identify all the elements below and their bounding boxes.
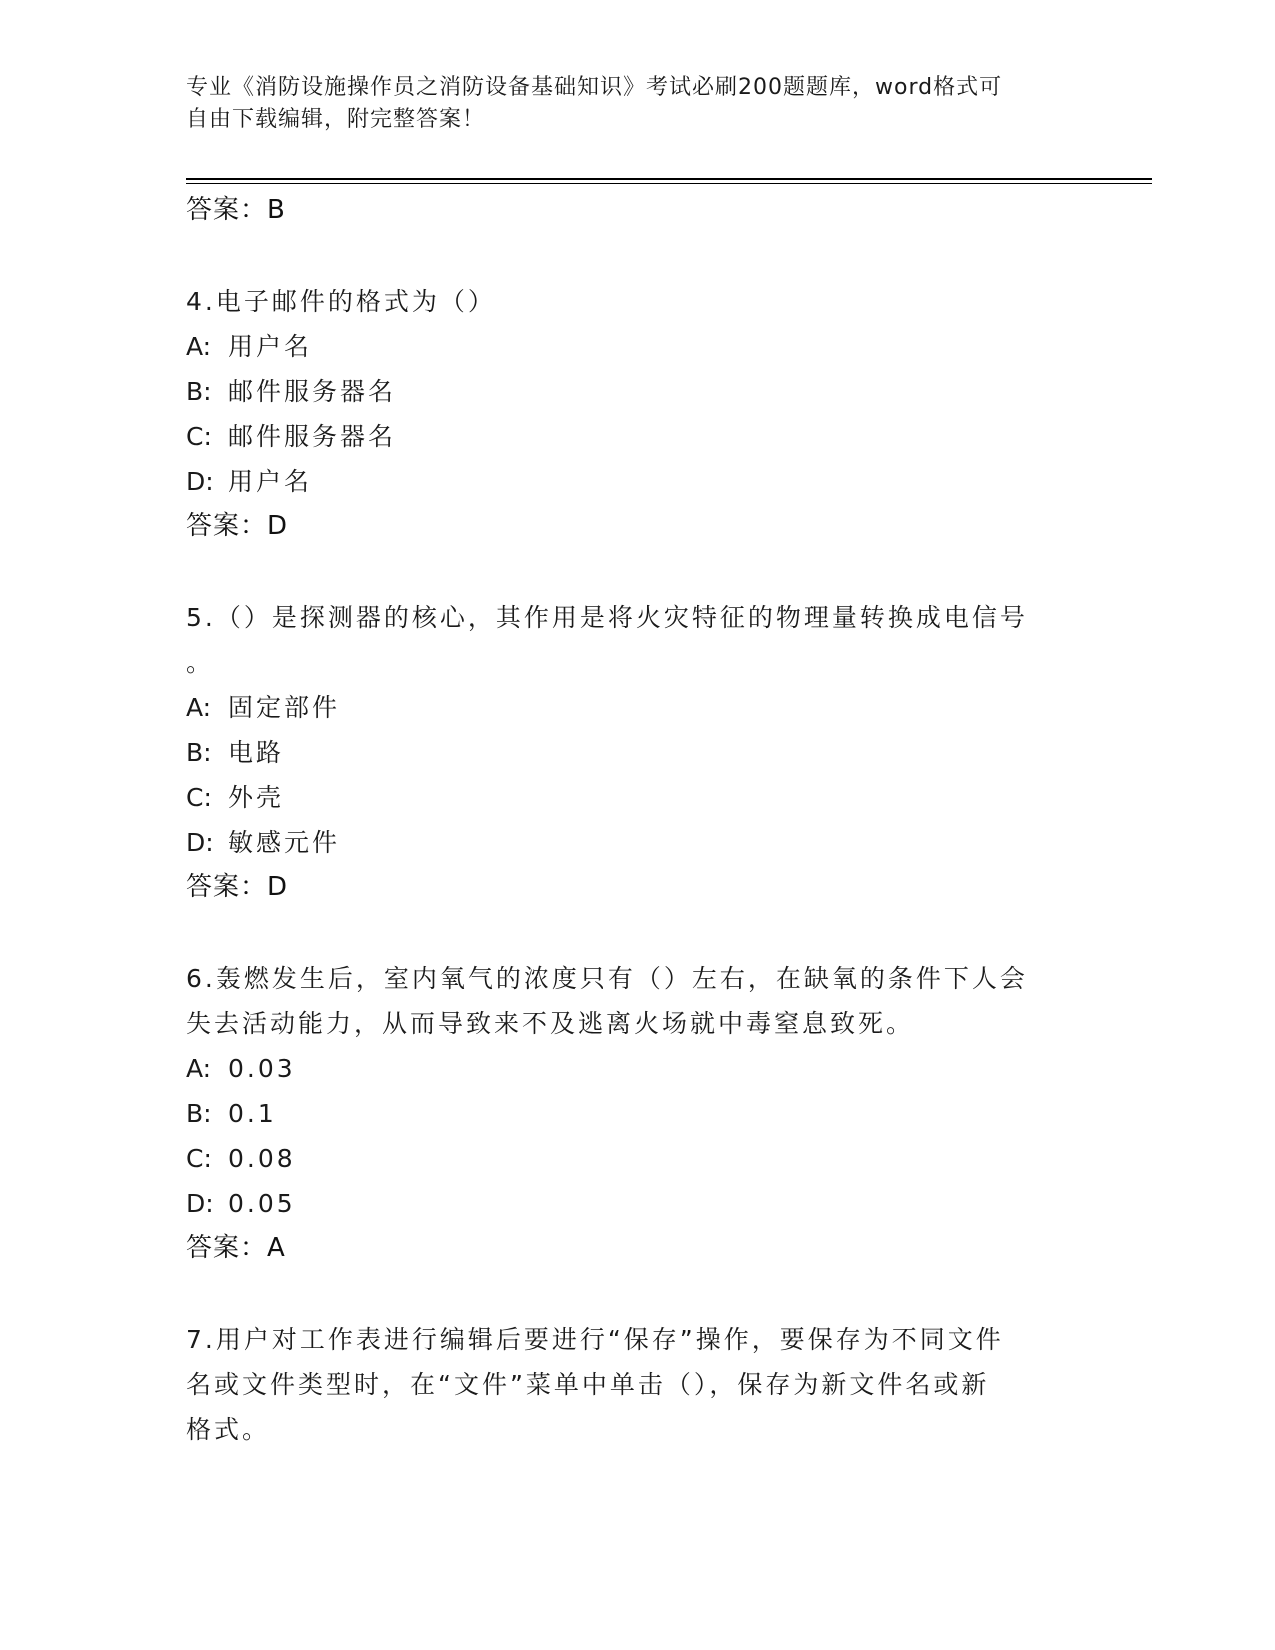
option-d [186,459,1066,504]
spacer [186,549,1066,595]
question-text: 失去活动能力，从而导致来不及逃离火场就中毒窒息致死。 [186,1009,915,1038]
header-rule-thick [186,178,1152,180]
option-text: 0.08 [228,1144,296,1173]
question-text: 4.电子邮件的格式为（） [186,287,496,316]
question-block [186,1317,1066,1452]
option-letter: B: [186,738,212,767]
option-c [186,1136,1066,1181]
option-b [186,369,1066,414]
question-list [186,188,1066,1452]
option-b [186,1091,1066,1136]
option-letter: B: [186,377,212,406]
option-a [186,685,1066,730]
question-text: 7.用户对工作表进行编辑后要进行“保存”操作，要保存为不同文件 [186,1325,1004,1354]
question-text: 6.轰燃发生后，室内氧气的浓度只有（）左右，在缺氧的条件下人会 [186,964,1028,993]
answer-line: 答案：D [186,872,289,902]
option-a [186,1046,1066,1091]
header-rule-thin [186,183,1152,184]
option-letter: A: [186,693,212,722]
option-letter: A: [186,332,212,361]
question-block [186,279,1066,549]
option-d [186,1181,1066,1226]
header-line-1: 专业《消防设施操作员之消防设备基础知识》考试必刷200题题库，word格式可 [186,75,1003,100]
option-text: 外壳 [228,783,285,812]
option-letter: C: [186,1144,212,1173]
spacer [186,233,1066,279]
answer-line: 答案：A [186,1233,286,1263]
question-text: 5.（）是探测器的核心，其作用是将火灾特征的物理量转换成电信号 [186,603,1028,632]
document-header [186,72,1066,136]
header-line-2: 自由下载编辑，附完整答案！ [186,107,486,132]
question-block [186,595,1066,910]
option-a [186,324,1066,369]
option-c [186,414,1066,459]
option-text: 电路 [228,738,285,767]
option-letter: A: [186,1054,212,1083]
option-letter: B: [186,1099,212,1128]
spacer [186,910,1066,956]
option-text: 0.03 [228,1054,296,1083]
option-text: 0.1 [228,1099,277,1128]
option-letter: D: [186,1189,214,1218]
option-c [186,775,1066,820]
option-text: 敏感元件 [228,828,341,857]
question-text: 名或文件类型时，在“文件”菜单中单击（），保存为新文件名或新 [186,1370,990,1399]
question-text: 。 [186,648,215,677]
option-text: 邮件服务器名 [228,422,397,451]
option-letter: C: [186,783,212,812]
option-letter: C: [186,422,212,451]
option-text: 邮件服务器名 [228,377,397,406]
spacer [186,1271,1066,1317]
option-letter: D: [186,467,214,496]
option-text: 用户名 [228,467,313,496]
answer-line: 答案：D [186,511,289,541]
option-letter: D: [186,828,214,857]
option-d [186,820,1066,865]
answer-line: 答案：B [186,195,286,225]
question-text: 格式。 [186,1415,271,1444]
option-text: 固定部件 [228,693,341,722]
option-text: 0.05 [228,1189,296,1218]
question-block [186,956,1066,1271]
option-text: 用户名 [228,332,313,361]
option-b [186,730,1066,775]
